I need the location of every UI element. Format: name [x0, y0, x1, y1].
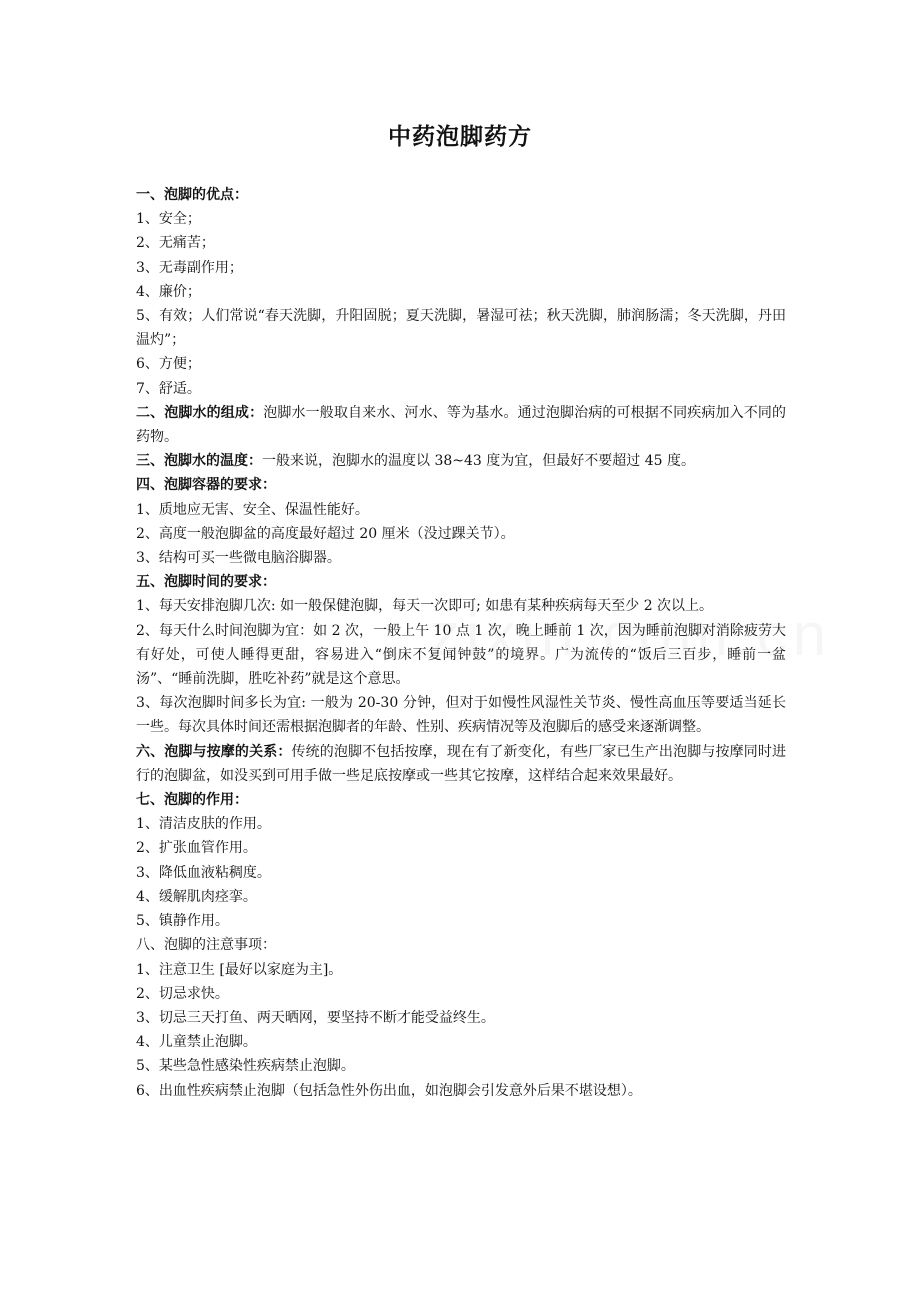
- list-item: 3、切忌三天打鱼、两天晒网，要坚持不断才能受益终生。: [136, 1009, 495, 1026]
- section-heading-container: 四、泡脚容器的要求：: [136, 477, 276, 494]
- list-item: 1、清洁皮肤的作用。: [136, 816, 271, 833]
- section-text: 泡脚水一般取自来水、河水、等为基水。通过泡脚治病的可根据不同疾病加入不同的药物。: [136, 404, 787, 446]
- list-item: 2、切忌求快。: [136, 985, 229, 1002]
- list-item: 4、儿童禁止泡脚。: [136, 1034, 257, 1051]
- section-text: 传统的泡脚不包括按摩，现在有了新变化，有些厂家已生产出泡脚与按摩同时进行的泡脚盆，如没买到可用手做一些足底按摩或一些其它按摩，这样结合起来效果最好。: [136, 743, 786, 784]
- page-title: 中药泡脚药方: [388, 124, 532, 150]
- list-item: 1、每天安排泡脚几次: 如一般保健泡脚，每天一次即可; 如患有某种疾病每天至少 2 次以上。: [136, 598, 714, 615]
- list-item: 6、出血性疾病禁止泡脚（包括急性外伤出血，如泡脚会引发意外后果不堪设想）。: [136, 1082, 642, 1099]
- list-item: 7、舒适。: [136, 380, 201, 397]
- list-item: 3、每次泡脚时间多长为宜: 一般为 20-30 分钟，但对于如慢性风湿性关节炎、慢性高血压等要适当延长一些。每次具体时间还需根据泡脚者的年龄、性别、疾病情况等及泡脚后的感受来逐渐调整。: [136, 695, 786, 736]
- document-body: [136, 183, 786, 1103]
- section-massage: [136, 740, 786, 788]
- list-item: 2、扩张血管作用。: [136, 840, 257, 857]
- section-text: 一般来说，泡脚水的温度以 38~43 度为宜，但最好不要超过 45 度。: [262, 453, 695, 470]
- list-item: 2、无痛苦；: [136, 235, 215, 252]
- list-item: 3、无毒副作用；: [136, 259, 243, 276]
- list-item: 3、结构可买一些微电脑浴脚器。: [136, 550, 341, 567]
- section-temperature: [136, 449, 786, 473]
- list-item: 5、有效；人们常说“春天洗脚，升阳固脱；夏天洗脚，暑湿可祛；秋天洗脚，肺润肠濡；冬天洗脚，丹田温灼”；: [136, 308, 786, 349]
- list-item: 2、每天什么时间泡脚为宜：如 2 次，一般上午 10 点 1 次，晚上睡前 1 次，因为睡前泡脚对消除疲劳大有好处，可使人睡得更甜，容易进入“倒床不复闻钟鼓”的境界。广为流传的“饭后三百步，睡前一盆汤”、“睡前洗脚，胜吃补药”就是这个意思。: [136, 622, 786, 688]
- section-heading-massage: 六、泡脚与按摩的关系：: [136, 743, 292, 760]
- list-item: 3、降低血液粘稠度。: [136, 864, 271, 881]
- list-item: 6、方便；: [136, 356, 201, 373]
- section-heading-advantages: 一、泡脚的优点：: [136, 187, 248, 203]
- list-item: 4、缓解肌肉痉挛。: [136, 888, 257, 905]
- list-item: 1、注意卫生 [最好以家庭为主]。: [136, 961, 343, 978]
- list-item: 5、某些急性感染性疾病禁止泡脚。: [136, 1058, 355, 1075]
- list-item: 2、高度一般泡脚盆的高度最好超过 20 厘米（没过踝关节）。: [136, 525, 515, 542]
- list-item: 1、质地应无害、安全、保温性能好。: [136, 501, 369, 518]
- list-item: 4、廉价；: [136, 283, 201, 300]
- section-heading-temperature: 三、泡脚水的温度：: [136, 453, 262, 470]
- list-item: 1、安全；: [136, 211, 201, 228]
- list-item: 5、镇静作用。: [136, 913, 229, 930]
- section-composition: [136, 401, 786, 449]
- section-heading-precautions: 八、泡脚的注意事项：: [136, 937, 276, 954]
- section-heading-time: 五、泡脚时间的要求：: [136, 574, 276, 591]
- section-heading-composition: 二、泡脚水的组成：: [136, 404, 264, 421]
- section-heading-effects: 七、泡脚的作用：: [136, 792, 248, 809]
